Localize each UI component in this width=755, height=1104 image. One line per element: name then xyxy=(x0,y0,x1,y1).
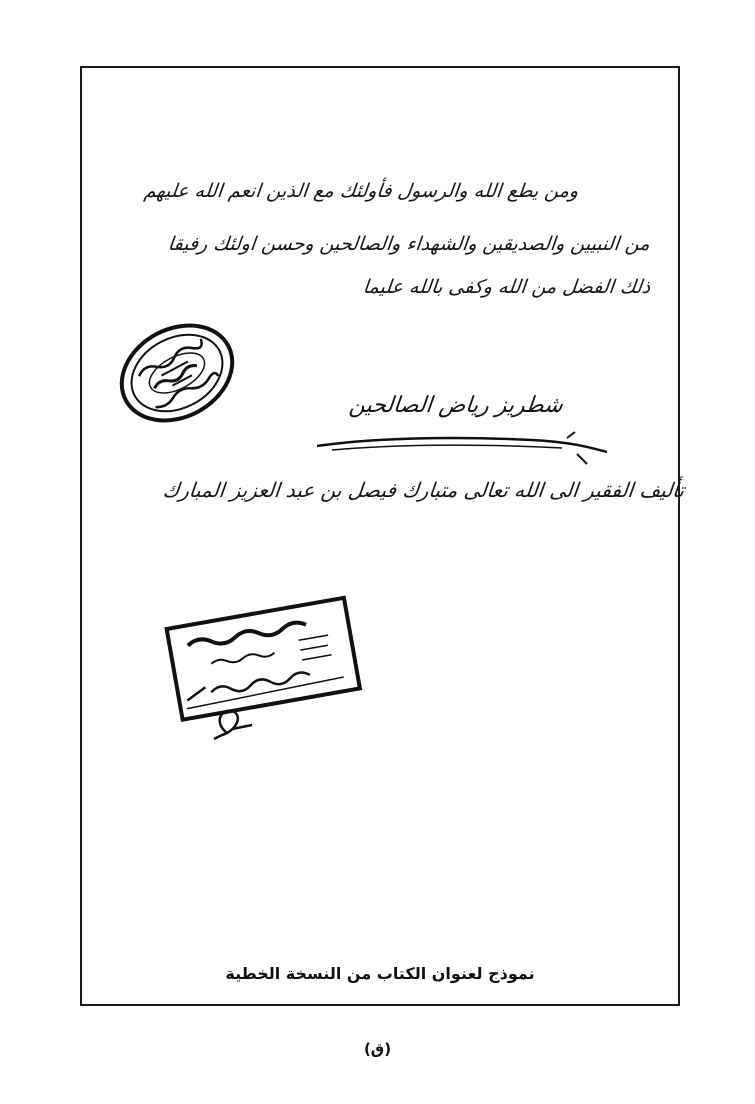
verse-line-3: ذلك الفضل من الله وكفى بالله عليما xyxy=(361,276,652,298)
caption: نموذج لعنوان الكتاب من النسخة الخطية xyxy=(225,964,535,983)
signature-flourish xyxy=(312,428,612,468)
manuscript-frame xyxy=(80,66,686,1006)
verse-line-2: من النبيين والصديقين والشهداء والصالحين وحسن اولئك رفيقا xyxy=(167,233,652,255)
oval-seal-stamp xyxy=(112,318,242,428)
library-stamp xyxy=(152,583,372,743)
author-line: تأليف الفقير الى الله تعالى متبارك فيصل بن عبد العزيز المبارك xyxy=(161,478,686,502)
signature-text: شطريز رياض الصالحين xyxy=(347,393,565,418)
verse-line-1: ومن يطع الله والرسول فأولئك مع الذين انعم الله عليهم xyxy=(142,180,580,202)
page-number: (ق) xyxy=(363,1040,392,1058)
